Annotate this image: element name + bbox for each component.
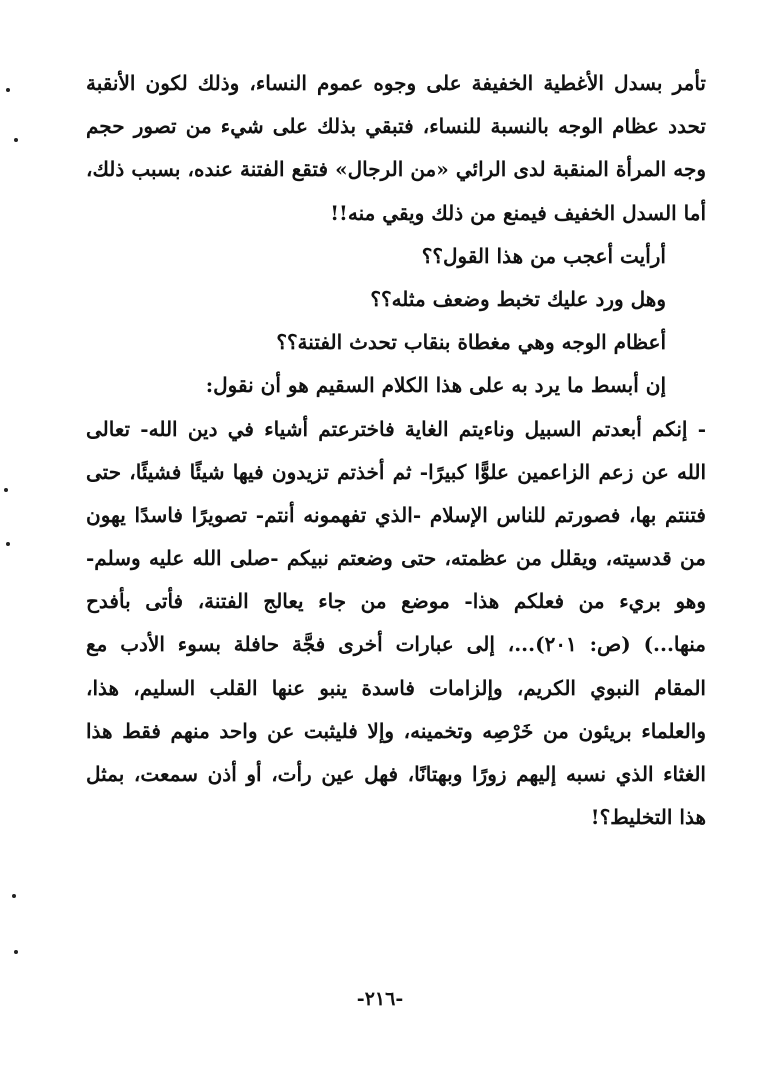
quote-line: منها...) (ص: ٢٠١)...، إلى عبارات أخرى فجَّة حافلة بسوء الأدب مع [86, 632, 706, 657]
page-number: -٢١٦- [356, 988, 404, 1010]
quote-line: من قدسيته، ويقلل من عظمته، حتى وضعتم نبيكم -صلى الله عليه وسلم- [86, 546, 706, 571]
quote-line: والعلماء بريئون من خَرْصِه وتخمينه، وإلا فليثبت عن واحد منهم فقط هذا [86, 718, 706, 743]
scan-speck [14, 950, 18, 954]
scan-speck [14, 138, 18, 142]
statement-line: إن أبسط ما يرد به على هذا الكلام السقيم هو أن نقول: [205, 373, 666, 398]
scan-speck [4, 488, 8, 492]
question-line: وهل ورد عليك تخبط وضعف مثله؟؟ [370, 286, 666, 311]
quote-line: الله عن زعم الزاعمين علوًّا كبيرًا- ثم أخذتم تزيدون فيها شيئًا فشيئًا، حتى [86, 459, 706, 484]
quote-line: - إنكم أبعدتم السبيل وناءيتم الغاية فاخترعتم أشياء في دين الله- تعالى [86, 416, 706, 441]
text-line: وجه المرأة المنقبة لدى الرائي «من الرجال» فتقع الفتنة عنده، بسبب ذلك، [86, 157, 706, 182]
body-text [86, 62, 706, 839]
quote-line: الغثاء الذي نسبه إليهم زورًا وبهتانًا، فهل عين رأت، أو أذن سمعت، بمثل [86, 762, 706, 786]
question-line: أعظام الوجه وهي مغطاة بنقاب تحدث الفتنة؟؟ [276, 330, 666, 355]
text-line: تأمر بسدل الأغطية الخفيفة على وجوه عموم النساء، وذلك لكون الأنقبة [86, 71, 706, 95]
text-line: تحدد عظام الوجه بالنسبة للنساء، فتبقي بذلك على شيء من تصور حجم [86, 114, 706, 139]
quote-line: وهو بريء من فعلكم هذا- موضع من جاء يعالج الفتنة، فأتى بأفدح [86, 589, 706, 614]
quote-line: هذا التخليط؟! [590, 805, 706, 830]
text-line: أما السدل الخفيف فيمنع من ذلك ويقي منه!! [330, 200, 706, 225]
scan-speck [6, 542, 10, 546]
question-line: أرأيت أعجب من هذا القول؟؟ [421, 243, 666, 268]
scan-speck [6, 88, 10, 92]
quote-line: المقام النبوي الكريم، وإلزامات فاسدة ينبو عنها القلب السليم، هذا، [86, 675, 706, 700]
scan-speck [12, 894, 16, 898]
quote-line: فتنتم بها، فصورتم للناس الإسلام -الذي تفهمونه أنتم- تصويرًا فاسدًا يهون [86, 502, 706, 527]
